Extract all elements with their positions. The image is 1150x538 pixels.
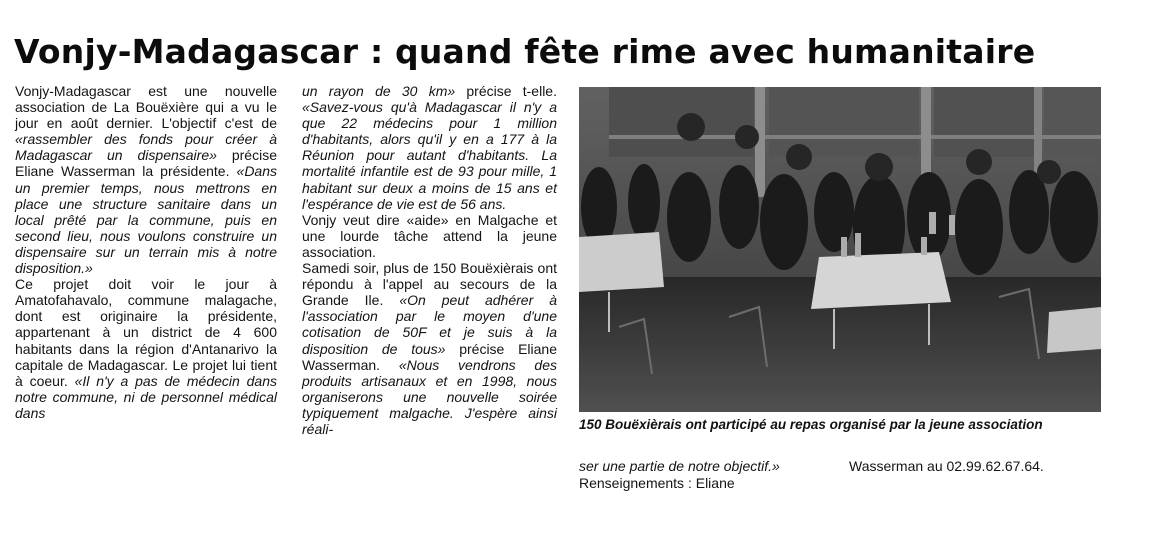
text-run: Samedi soir, plus de 150 Bouëxièrais ont répondu à l'appel au secours de la Grande Ile. [302, 260, 557, 309]
text-run: précise t-elle. [455, 83, 557, 99]
article-headline: Vonjy-Madagascar : quand fête rime avec humanitaire [14, 32, 1036, 71]
article-column-1 [15, 83, 277, 421]
text-run: précise Eliane Wasserman la présidente. [15, 147, 277, 180]
text-run: précise Eliane Wasserman. [302, 340, 557, 373]
quote-run: «rassembler des fonds pour créer à Madagascar un dispensaire» [15, 131, 277, 164]
column-2-paragraph-2: Vonjy veut dire «aide» en Malgache et une lourde tâche attend la jeune association. [302, 211, 557, 260]
quote-run: un rayon de 30 km» [302, 83, 456, 99]
text-run: Ce projet doit voir le jour à Amatofahavalo, commune malagache, dont est originaire la présidente, appartenant à un district de 4 600 habitants dans la région d'Antanarivo la capitale de Madagascar. Le projet lui tient à coeur. [15, 276, 277, 389]
column-1-paragraph-2 [15, 276, 277, 421]
article-column-4 [849, 458, 1109, 475]
quote-run: «Il n'y a pas de médecin dans notre commune, ni de personnel médical dans [15, 372, 277, 421]
article-column-2 [302, 83, 557, 437]
text-run: Vonjy-Madagascar est une nouvelle association de La Bouëxière qui a vu le jour en août dernier. L'objectif c'est de [15, 83, 277, 132]
quote-run: «Nous vendrons des produits artisanaux et en 1998, nous organiserons une nouvelle soirée typiquement malgache. J'espère ainsi réali- [302, 356, 557, 437]
column-4-line-1: Wasserman au 02.99.62.67.64. [849, 458, 1044, 474]
column-1-paragraph-1 [15, 83, 277, 276]
quote-run: «Dans un premier temps, nous mettrons en place une structure sanitaire dans un local prêté par la commune, puis en second lieu, nous voulons construire un dispensaire sur un terrain mis à notre disposition.» [15, 163, 277, 277]
column-3-line-2: Renseignements : Eliane [579, 475, 735, 491]
article-photo [579, 87, 1101, 412]
quote-run: «Savez-vous qu'à Madagascar il n'y a que 22 médecins pour 1 million d'habitants, alors qu'il y en a 177 à la Réunion pour autant d'habitants. La mortalité infantile est de 93 pour mille, 1 habitant sur deux a moins de 15 ans et l'espérance de vie est de 56 ans. [302, 99, 557, 212]
quote-run: «On peut adhérer à l'association par le moyen d'une cotisation de 50F et je suis à la disposition de tous» [302, 292, 558, 357]
column-3-line-1: ser une partie de notre objectif.» [579, 458, 780, 474]
article-column-3 [579, 458, 849, 492]
column-2-paragraph-3 [302, 260, 557, 437]
column-2-paragraph-1 [302, 83, 557, 212]
banquet-photo-illustration [579, 87, 1101, 412]
photo-caption: 150 Bouëxièrais ont participé au repas organisé par la jeune association [579, 417, 1043, 432]
